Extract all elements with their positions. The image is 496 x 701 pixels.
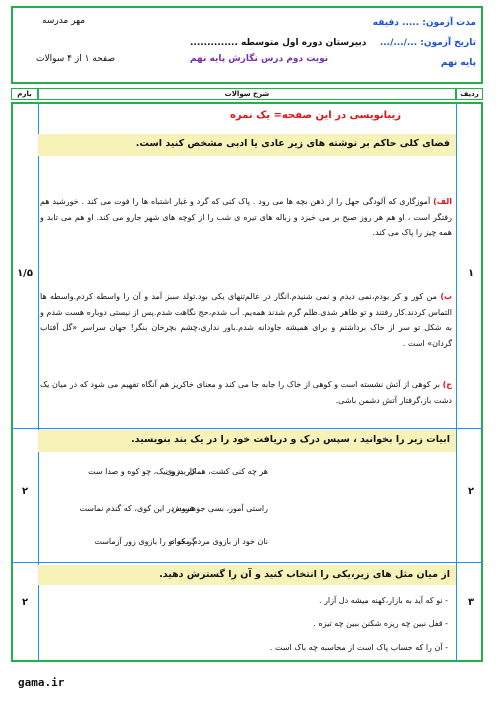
q2-verse-1b: کار بد و نیک، چو کوه و صدا ست <box>88 467 196 476</box>
q1-a-text: آموزگاری که آلودگی جهل را از ذهن بچه ها می رود . پاک کنی که گرد و غبار اشتباه ها را فوت می کند . خورشید هم رفتگر است ، او هم هر روز صبح بر می خیزد و زباله های تیره ی شب را از کوچه های شهر جارو می کند. او هم می تابد و همه چیز را پاک می کند. <box>40 197 452 237</box>
q3-number: ۳ <box>467 597 475 608</box>
row-separator-1 <box>11 428 483 429</box>
q1-part-b <box>40 289 452 351</box>
q2-verse-3b: گر که تو را بازوی زور آزماست <box>94 537 196 546</box>
proverb-3: - آن را که حساب پاک است از محاسبه چه باک است . <box>269 643 448 652</box>
q3-score: ۲ <box>21 597 29 608</box>
column-row: ردیف <box>456 88 483 100</box>
q1-b-marker: ب) <box>440 292 453 301</box>
exam-duration: مدت آزمون: ..... دقیقه <box>372 18 476 28</box>
q1-c-marker: ج) <box>442 380 453 389</box>
q1-score: ۱/۵ <box>17 268 33 279</box>
q2-score: ۲ <box>21 486 29 497</box>
row-divider <box>456 102 457 662</box>
q2-verse-2b: هست در این کوی، که گندم نماست <box>79 504 196 513</box>
page-info: صفحه ۱ از ۴ سوالات <box>36 54 116 64</box>
row-separator-2 <box>11 562 483 563</box>
column-score: بارم <box>11 88 38 100</box>
q2-verse-3a: نان خود از بازوی مردم مخواه <box>170 537 268 546</box>
q2-verse-1a: هر چه کنی کشت، همان بدروی <box>165 467 268 476</box>
q1-part-c <box>40 377 452 408</box>
grade-label: پایه نهم <box>440 58 476 68</box>
school-name: دبیرستان دوره اول متوسطه .............. <box>190 38 367 48</box>
exam-date: تاریخ آزمون: .../.../... <box>379 38 476 48</box>
q2-number: ۲ <box>467 486 475 497</box>
q3-prompt: از میان مثل های زیر،یکی را انتخاب کنید و آن را گسترش دهید. <box>38 565 456 585</box>
q1-prompt: فضای کلی حاکم بر نوشته های زیر عادی یا ادبی مشخص کنید است. <box>38 134 456 156</box>
proverb-1: - نو که آید به بازار،کهنه میشه دل آزار . <box>318 596 448 605</box>
q2-verse-2a: راستی آموز، بسی جو فروش <box>171 504 268 513</box>
exam-subject: نوبت دوم درس نگارش پایه نهم <box>190 54 329 64</box>
proverb-2: - قفل نبین چه ریزه شکنن ببین چه تیزه . <box>313 619 448 628</box>
school-stamp: مهر مدرسه <box>42 16 86 26</box>
q1-c-text: بر کوهی از آتش نشسته است و کوهی از خاک را جابه جا می کند و معنای خاکریز هم آنگاه تفهیم می شود که در میان یک دشت باز،گرفتار آتش دشمن باشی. <box>40 380 452 405</box>
q1-b-text: من کور و کر بودم،نمی دیدم و نمی شنیدم.انگار در عالم‌تنهای یکی بود.تولد سبز آمد و آن را واسطه کردم.واسطه ها التماس کردند.کار رفتند و تو ظاهر شدی.ظلم گرم شدند همه‌یم. آب شدم،حج نگاهت شدم.پس از نیستی دوباره هست شدم و به شکل تو سر از خاک برداشتم و برای همیشه جاودانه شدم.باور نداری،چشم بچرخان بنگر! جهان سراسر «گل آفتاب گردان» است . <box>40 292 452 348</box>
q1-a-marker: الف) <box>433 197 453 206</box>
handwriting-notice: زیبانویسی در این صفحه= یک نمره <box>230 110 401 121</box>
column-questions: شرح سوالات <box>38 88 456 100</box>
q1-number: ۱ <box>467 268 475 279</box>
site-watermark: gama.ir <box>18 676 65 689</box>
q1-part-a <box>40 194 452 241</box>
q2-prompt: ابیات زیر را بخوانید ، سپس درک و دریافت خود را در یک بند بنویسید. <box>38 430 456 452</box>
